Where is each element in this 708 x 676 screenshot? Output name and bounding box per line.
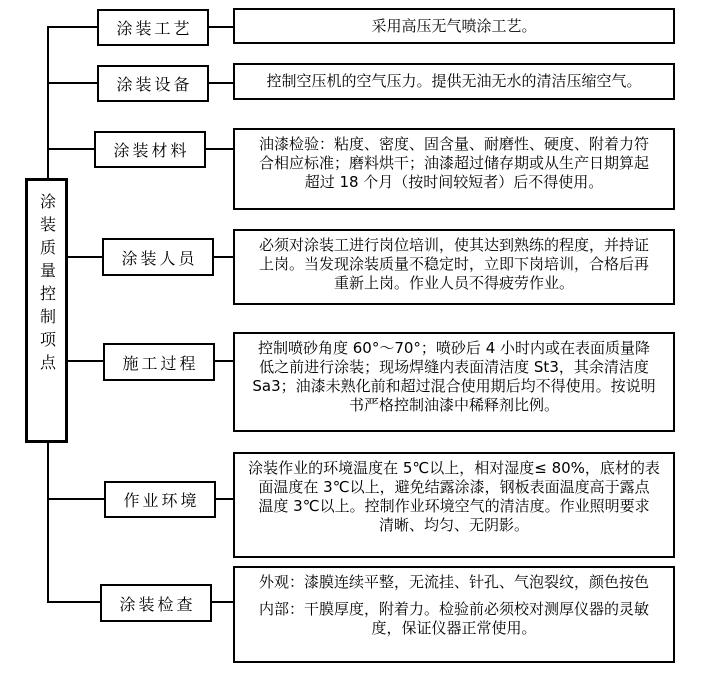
detail-text-line: 上岗。当发现涂装质量不稳定时，立即下岗培训，合格后再 xyxy=(258,255,649,273)
connector-coating-personnel-to-detail xyxy=(214,256,233,258)
connector-coating-process-to-detail xyxy=(209,26,233,28)
detail-paragraph xyxy=(238,573,670,592)
node-work-environment-label: 作业环境 xyxy=(123,491,200,510)
connector-coating-materials-to-detail xyxy=(206,148,233,150)
node-coating-materials xyxy=(94,131,206,168)
detail-text-line: 温度 3℃以上。控制作业环境空气的清洁度。作业照明要求 xyxy=(258,497,650,515)
detail-text-line: 控制空压机的空气压力。提供无油无水的清洁压缩空气。 xyxy=(266,72,642,90)
detail-text-line: 油漆检验：粘度、密度、固含量、耐磨性、硬度、附着力符 xyxy=(258,135,649,153)
detail-coating-materials xyxy=(233,128,675,210)
detail-text-line: 清晰、均匀、无阴影。 xyxy=(378,516,529,534)
detail-paragraph xyxy=(238,339,670,415)
node-coating-process xyxy=(97,9,209,46)
detail-work-environment xyxy=(233,452,675,558)
detail-text-line: 重新上岗。作业人员不得疲劳作业。 xyxy=(333,274,574,292)
detail-text-line: 书严格控制油漆中稀释剂比例。 xyxy=(348,396,559,414)
node-construction-process xyxy=(103,343,215,381)
spine-line-top xyxy=(47,26,49,180)
detail-text-line: 涂装作业的环境温度在 5℃以上，相对湿度≤ 80%，底材的表 xyxy=(248,459,660,477)
root-node-label: 涂装质量控制项点 xyxy=(37,193,57,377)
detail-text-line: 采用高压无气喷涂工艺。 xyxy=(371,16,537,35)
detail-coating-inspection xyxy=(233,566,675,663)
detail-text-line: 低之前进行涂装；现场焊缝内表面清洁度 St3，其余清洁度 xyxy=(259,358,649,376)
detail-text-line: 度，保证仪器正常使用。 xyxy=(371,619,537,637)
connector-spine-to-coating-process xyxy=(48,26,97,28)
root-node xyxy=(25,178,68,443)
detail-text-line: 合相应标准；磨料烘干；油漆超过储存期或从生产日期算起 xyxy=(258,154,649,172)
detail-text-line: 控制喷砂角度 60°～70°；喷砂后 4 小时内或在表面质量降 xyxy=(257,339,651,357)
node-work-environment xyxy=(104,481,216,518)
detail-paragraph xyxy=(238,135,670,192)
detail-coating-process xyxy=(233,8,675,44)
connector-spine-to-coating-equipment xyxy=(48,82,97,84)
node-coating-equipment-label: 涂装设备 xyxy=(116,75,193,94)
detail-text-line: 超过 18 个月（按时间较短者）后不得使用。 xyxy=(304,173,604,191)
connector-coating-inspection-to-detail xyxy=(212,601,233,603)
detail-text-line: 必须对涂装工进行岗位培训，使其达到熟练的程度，并持证 xyxy=(258,236,649,254)
detail-coating-personnel xyxy=(233,229,675,305)
connector-spine-to-work-environment xyxy=(48,498,104,500)
connector-root-to-construction-process xyxy=(66,360,103,362)
detail-text-line: Sa3；油漆未熟化前和超过混合使用期后均不得使用。按说明 xyxy=(252,377,656,395)
node-coating-process-label: 涂装工艺 xyxy=(116,19,193,38)
node-coating-personnel xyxy=(102,238,214,276)
node-coating-personnel-label: 涂装人员 xyxy=(121,248,198,268)
node-coating-equipment xyxy=(97,65,209,102)
detail-text-line: 内部：干膜厚度，附着力。检验前必须校对测厚仪器的灵敏 xyxy=(258,600,649,618)
detail-coating-equipment xyxy=(233,63,675,100)
detail-text-line: 面温度在 3℃以上，避免结露涂漆，钢板表面温度高于露点 xyxy=(258,478,650,496)
node-coating-inspection xyxy=(100,584,212,622)
connector-construction-process-to-detail xyxy=(215,360,233,362)
connector-coating-equipment-to-detail xyxy=(209,82,233,84)
detail-paragraph xyxy=(238,236,670,293)
connector-root-to-coating-personnel xyxy=(66,256,102,258)
connector-spine-to-coating-materials xyxy=(48,148,94,150)
node-coating-inspection-label: 涂装检查 xyxy=(119,594,196,614)
detail-paragraph xyxy=(238,459,670,535)
spine-line-bottom xyxy=(47,441,49,603)
connector-work-environment-to-detail xyxy=(216,498,233,500)
detail-construction-process xyxy=(233,332,675,432)
detail-text-line: 外观：漆膜连续平整，无流挂、针孔、气泡裂纹，颜色按色 xyxy=(258,573,649,591)
node-coating-materials-label: 涂装材料 xyxy=(113,141,190,160)
connector-spine-to-coating-inspection xyxy=(48,601,100,603)
detail-paragraph xyxy=(238,600,670,638)
node-construction-process-label: 施工过程 xyxy=(122,353,199,373)
